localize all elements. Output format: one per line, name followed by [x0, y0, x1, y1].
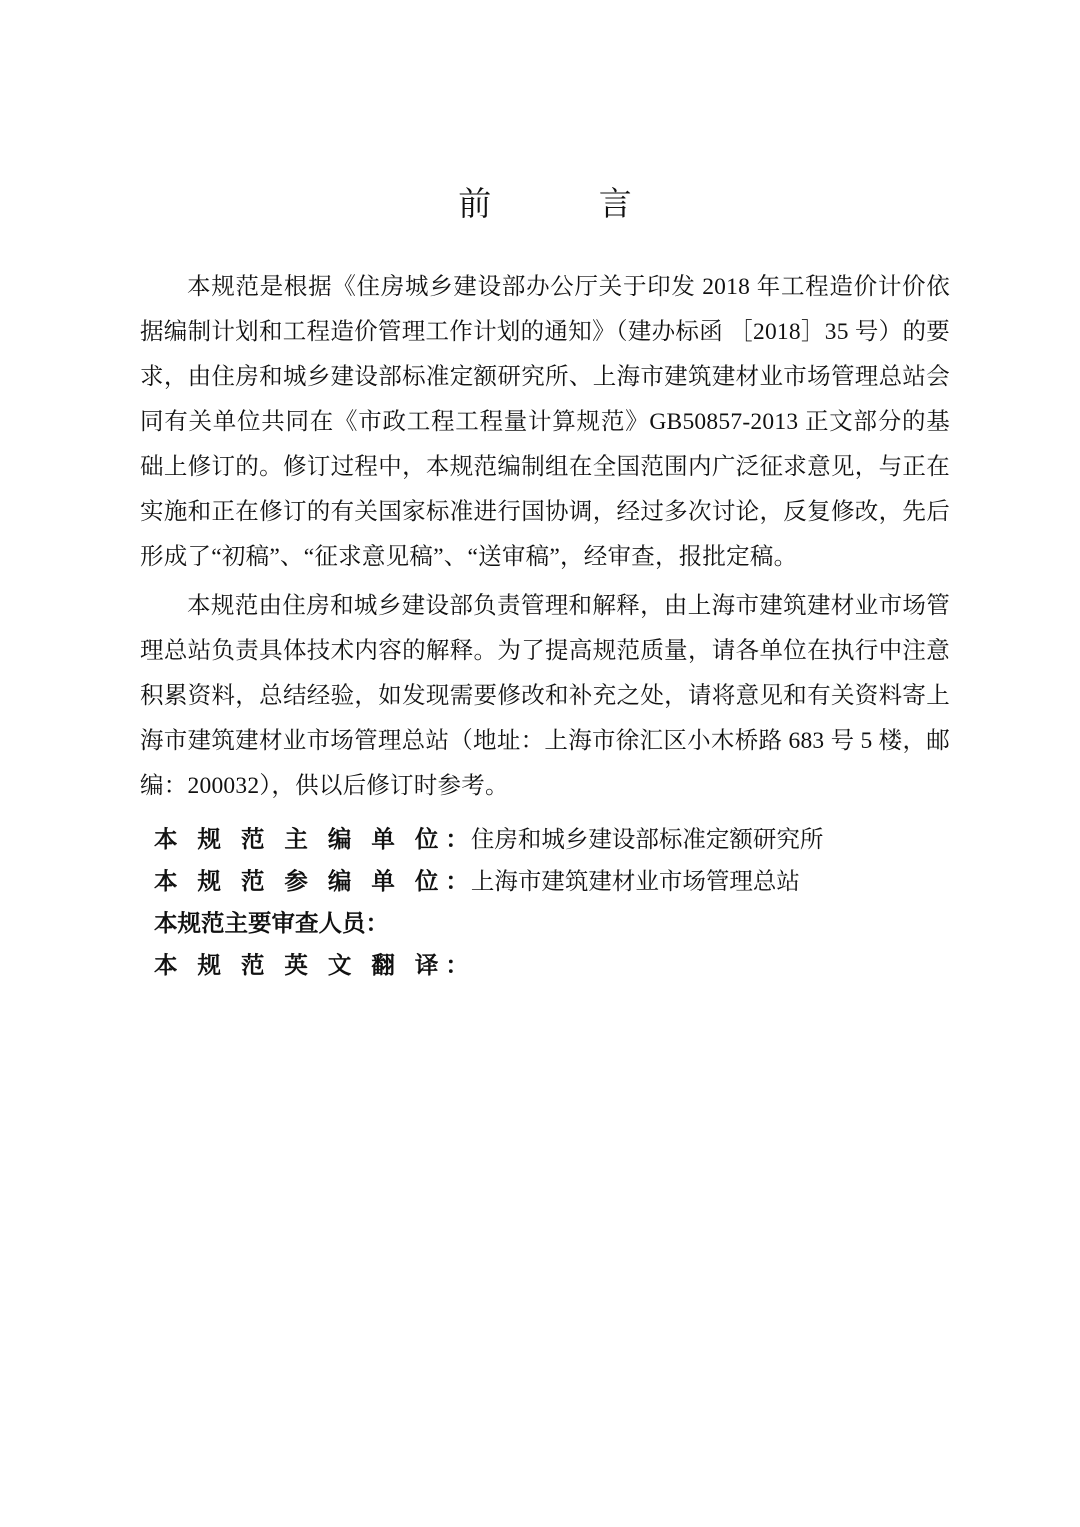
- body-text: [140, 265, 950, 809]
- page-content: [140, 0, 950, 987]
- page-title: 前 言: [458, 187, 646, 223]
- credit-label: 本 规 范 参 编 单 位: [154, 869, 446, 895]
- credit-label: 本 规 范 主 编 单 位: [154, 827, 446, 853]
- credit-value: 住房和城乡建设部标准定额研究所: [470, 827, 824, 853]
- paragraph-2: 本规范由住房和城乡建设部负责管理和解释，由上海市建筑建材业市场管理总站负责具体技术内容的解释。为了提高规范质量，请各单位在执行中注意积累资料，总结经验，如发现需要修改和补充之处，请将意见和有关资料寄上海市建筑建材业市场管理总站（地址：上海市徐汇区小木桥路 683 号 5 楼，邮编：200032），供以后修订时参考。: [140, 593, 950, 799]
- credit-value: 上海市建筑建材业市场管理总站: [470, 869, 800, 895]
- credit-row-english-translation: [140, 945, 950, 987]
- credit-row-reviewers: [140, 903, 950, 945]
- credit-label: 本 规 范 英 文 翻 译: [154, 953, 446, 979]
- credit-row-participating-editor: [140, 861, 950, 903]
- credits-list: [140, 819, 950, 987]
- credit-colon: ：: [445, 827, 469, 853]
- credit-colon: ：: [445, 869, 469, 895]
- credit-colon: ：: [445, 953, 469, 979]
- credit-colon: ：: [365, 911, 389, 937]
- credit-label: 本规范主要审查人员: [154, 911, 366, 937]
- paragraph-1: 本规范是根据《住房城乡建设部办公厅关于印发 2018 年工程造价计价依据编制计划和工程造价管理工作计划的通知》（建办标函 ［2018］35 号）的要求，由住房和城乡建设部标准定额研究所、上海市建筑建材业市场管理总站会同有关单位共同在《市政工程工程量计算规范》GB50857-2013 正文部分的基础上修订的。修订过程中，本规范编制组在全国范围内广泛征求意见，与正在实施和正在修订的有关国家标准进行国协调，经过多次讨论，反复修改，先后形成了“初稿”、“征求意见稿”、“送审稿”，经审查，报批定稿。: [140, 274, 950, 570]
- credit-row-chief-editor: [140, 819, 950, 861]
